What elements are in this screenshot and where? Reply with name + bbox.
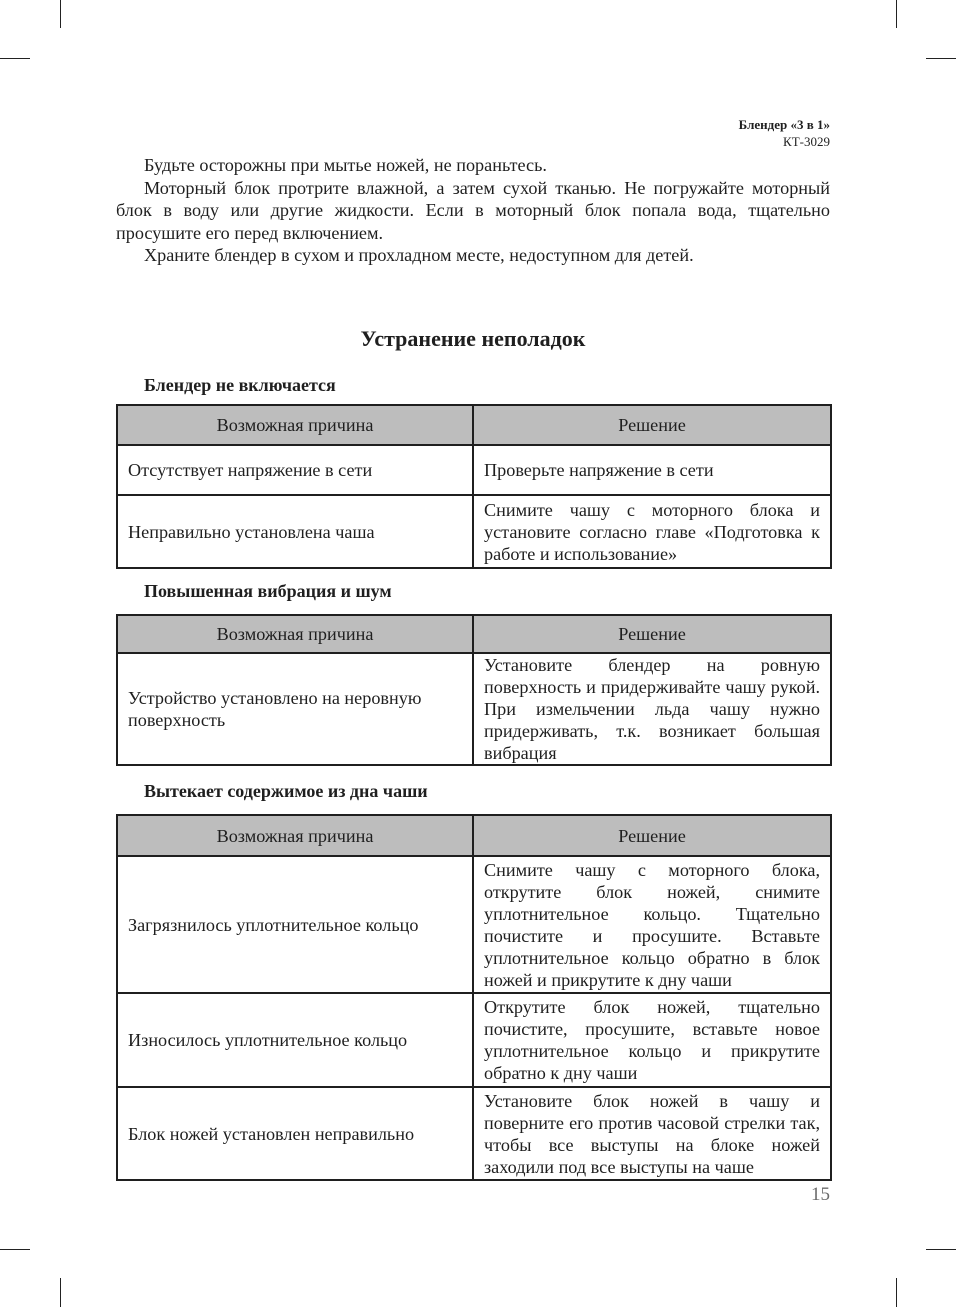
crop-mark-top-left-h — [0, 58, 30, 59]
intro-text — [116, 154, 830, 267]
solution-cell: Проверьте напряжение в сети — [473, 445, 831, 495]
paragraph: Моторный блок протрите влажной, а затем сухой тканью. Не погружайте моторный блок в воду или другие жидкости. Если в моторный блок попала вода, тщательно просушите его перед включением. — [116, 177, 830, 243]
solution-cell: Снимите чашу с моторного блока и установите согласно главе «Подготовка к работе и использование» — [473, 495, 831, 568]
troubleshooting-table — [116, 814, 832, 1181]
header-model: КТ-3029 — [783, 134, 830, 149]
header-solution: Решение — [473, 615, 831, 653]
cause-cell: Износилось уплотнительное кольцо — [117, 993, 473, 1087]
solution-cell: Установите блендер на ровную поверхность и придерживайте чашу рукой. При измельчении льда чашу нужно придерживать, т.к. возникает большая вибрация — [473, 653, 831, 765]
cause-cell: Устройство установлено на неровную поверхность — [117, 653, 473, 765]
table-row — [117, 653, 831, 765]
crop-mark-top-right-v — [896, 0, 897, 28]
section-title: Устранение неполадок — [360, 326, 586, 351]
solution-cell: Установите блок ножей в чашу и поверните его против часовой стрелки так, чтобы все выступы на блоке ножей заходили под все выступы на чаше — [473, 1087, 831, 1180]
header-title: Блендер «3 в 1» — [738, 117, 830, 132]
cause-cell: Неправильно установлена чаша — [117, 495, 473, 568]
crop-mark-bottom-right-h — [926, 1249, 956, 1250]
crop-mark-top-right-h — [926, 58, 956, 59]
subsection-title: Повышенная вибрация и шум — [144, 581, 392, 601]
crop-mark-top-left-v — [60, 0, 61, 28]
crop-mark-bottom-right-v — [896, 1278, 897, 1307]
cause-cell: Блок ножей установлен неправильно — [117, 1087, 473, 1180]
table-row — [117, 445, 831, 495]
cause-cell: Отсутствует напряжение в сети — [117, 445, 473, 495]
crop-mark-bottom-left-v — [60, 1278, 61, 1307]
page-number: 15 — [811, 1184, 830, 1205]
header-cause: Возможная причина — [117, 405, 473, 445]
solution-cell: Открутите блок ножей, тщательно почистите, просушите, вставьте новое уплотнительное кольцо и прикрутите обратно к дну чаши — [473, 993, 831, 1087]
table-row — [117, 993, 831, 1087]
crop-mark-bottom-left-h — [0, 1249, 30, 1250]
solution-cell: Снимите чашу с моторного блока, открутите блок ножей, снимите уплотнительное кольцо. Тщательно почистите и просушите. Вставьте уплотнительное кольцо обратно в блок ножей и прикрутите к дну чаши — [473, 856, 831, 993]
header-solution: Решение — [473, 815, 831, 856]
cause-cell: Загрязнилось уплотнительное кольцо — [117, 856, 473, 993]
table-row — [117, 1087, 831, 1180]
table-row — [117, 495, 831, 568]
header-solution: Решение — [473, 405, 831, 445]
subsection-title: Вытекает содержимое из дна чаши — [144, 781, 428, 801]
table-row — [117, 856, 831, 993]
header-cause: Возможная причина — [117, 615, 473, 653]
paragraph: Будьте осторожны при мытье ножей, не пораньтесь. — [144, 155, 547, 175]
running-header — [739, 116, 830, 150]
paragraph: Храните блендер в сухом и прохладном месте, недоступном для детей. — [144, 245, 694, 265]
troubleshooting-table — [116, 404, 832, 569]
subsection-title: Блендер не включается — [144, 375, 336, 395]
header-cause: Возможная причина — [117, 815, 473, 856]
troubleshooting-table — [116, 614, 832, 766]
